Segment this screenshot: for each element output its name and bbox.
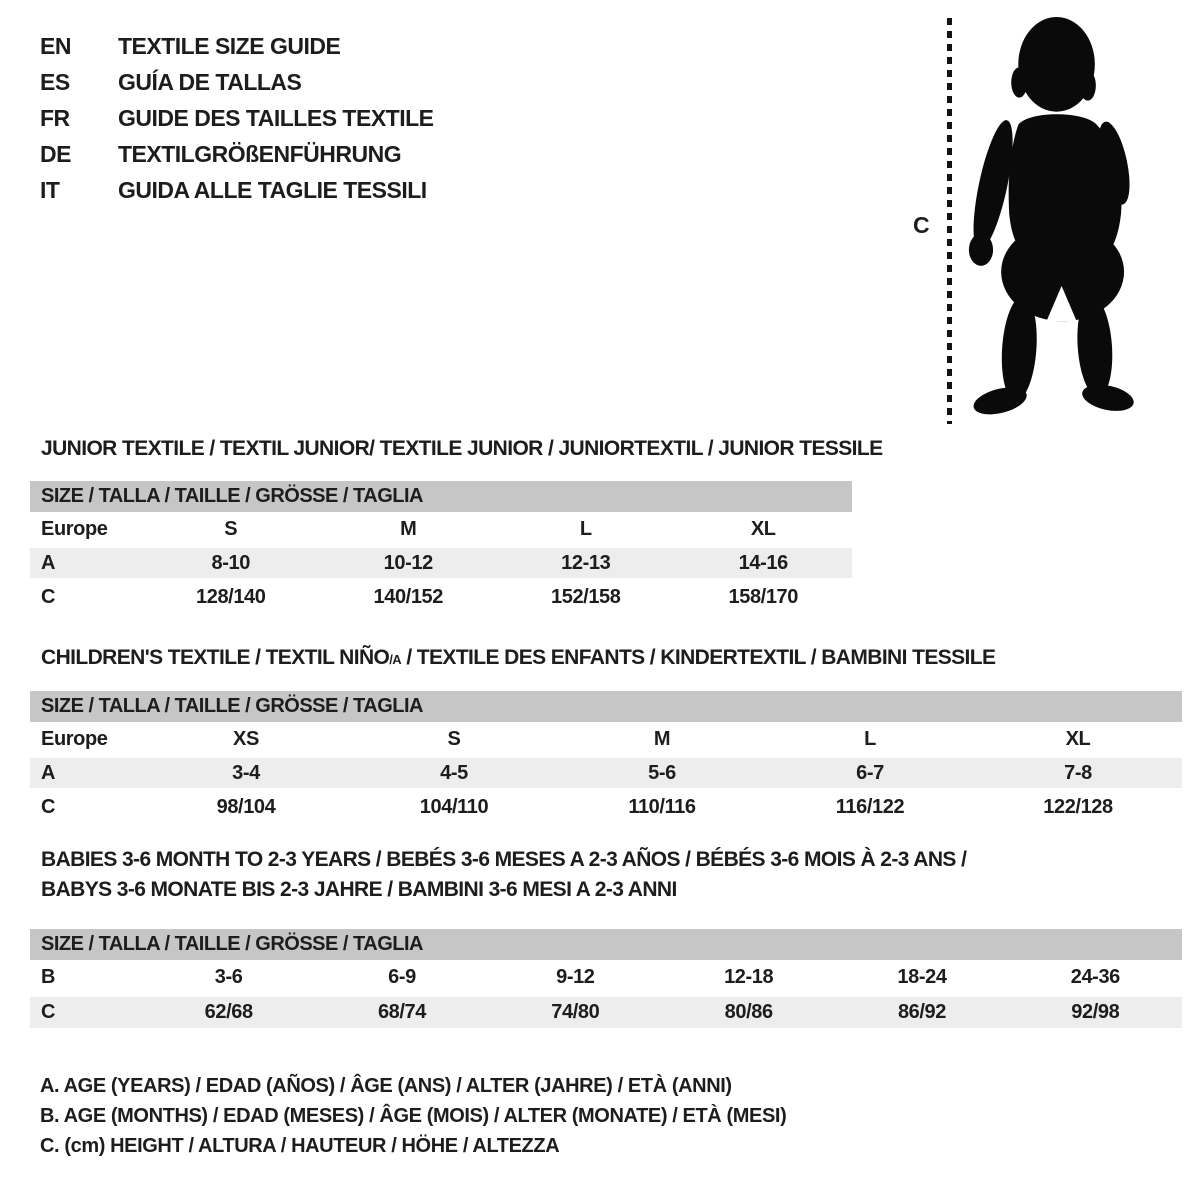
babies-size-table	[30, 929, 1182, 1030]
language-row-en	[40, 28, 434, 64]
table-row-months	[30, 960, 1182, 995]
age-cell: 6-7	[856, 761, 884, 784]
babies-section-title-line1: BABIES 3-6 MONTH TO 2-3 YEARS / BEBÉS 3-6 MESES A 2-3 AÑOS / BÉBÉS 3-6 MOIS À 2-3 ANS /	[41, 848, 967, 871]
height-cell: 62/68	[204, 1001, 253, 1023]
language-code: DE	[40, 140, 71, 167]
height-cell: 74/80	[551, 1001, 600, 1023]
language-row-de	[40, 136, 434, 172]
row-label: C	[41, 585, 56, 608]
age-cell: 12-13	[561, 551, 611, 574]
legend-line-height: C. (cm) HEIGHT / ALTURA / HAUTEUR / HÖHE / ALTEZZA	[40, 1134, 560, 1157]
height-cell: 104/110	[419, 795, 489, 818]
height-cell: 80/86	[724, 1001, 773, 1023]
months-cell: 3-6	[214, 966, 243, 988]
children-title-prefix: CHILDREN'S TEXTILE / TEXTIL NIÑO	[41, 646, 390, 669]
row-label: C	[41, 795, 56, 818]
size-cell: M	[400, 517, 417, 540]
row-label: Europe	[41, 727, 108, 750]
table-row-europe	[30, 722, 1182, 756]
height-cell: 68/74	[377, 1001, 427, 1023]
months-cell: 12-18	[724, 966, 774, 988]
language-code: EN	[40, 32, 71, 59]
language-code: ES	[40, 68, 70, 95]
height-cell: 86/92	[897, 1001, 947, 1023]
babies-section-title-line2: BABYS 3-6 MONATE BIS 2-3 JAHRE / BAMBINI 3-6 MESI A 2-3 ANNI	[41, 878, 677, 901]
height-cell: 92/98	[1071, 1001, 1120, 1023]
size-cell: XL	[1065, 727, 1091, 750]
months-cell: 9-12	[556, 966, 595, 988]
footnote-legend	[40, 1071, 786, 1161]
age-cell: 10-12	[383, 551, 433, 574]
height-measure-dashed-line	[947, 18, 952, 424]
row-label: C	[41, 1001, 56, 1023]
legend-line-age-years: A. AGE (YEARS) / EDAD (AÑOS) / ÂGE (ANS) / ALTER (JAHRE) / ETÀ (ANNI)	[40, 1074, 732, 1097]
height-measure-label: C	[913, 212, 930, 238]
table-row-height	[30, 995, 1182, 1030]
language-title: TEXTILE SIZE GUIDE	[118, 32, 341, 59]
row-label: B	[41, 966, 56, 988]
row-label: A	[41, 761, 56, 784]
table-row-europe	[30, 512, 852, 546]
language-row-fr	[40, 100, 434, 136]
size-cell: S	[224, 517, 238, 540]
height-cell: 152/158	[551, 585, 621, 608]
language-title: GUIDA ALLE TAGLIE TESSILI	[118, 176, 427, 203]
language-legend	[40, 28, 434, 208]
height-cell: 122/128	[1043, 795, 1113, 818]
height-cell: 98/104	[216, 795, 276, 818]
children-title-suffix: / TEXTILE DES ENFANTS / KINDERTEXTIL / BAMBINI TESSILE	[401, 646, 996, 669]
size-header-bar: SIZE / TALLA / TAILLE / GRÖSSE / TAGLIA	[30, 691, 1182, 722]
age-cell: 7-8	[1064, 761, 1092, 784]
months-cell: 6-9	[388, 966, 416, 988]
size-cell: M	[653, 727, 671, 750]
table-row-age	[30, 546, 852, 580]
height-cell: 110/116	[628, 795, 696, 818]
children-section-title	[41, 646, 995, 670]
size-cell: XS	[233, 727, 259, 750]
junior-size-table	[30, 481, 852, 614]
table-row-height	[30, 790, 1182, 824]
height-cell: 158/170	[728, 585, 798, 608]
legend-line-age-months: B. AGE (MONTHS) / EDAD (MESES) / ÂGE (MOIS) / ALTER (MONATE) / ETÀ (MESI)	[40, 1104, 787, 1127]
size-cell: S	[447, 727, 461, 750]
age-cell: 4-5	[440, 761, 468, 784]
table-row-height	[30, 580, 852, 614]
language-title: TEXTILGRÖßENFÜHRUNG	[118, 140, 402, 167]
language-row-es	[40, 64, 434, 100]
size-header-bar: SIZE / TALLA / TAILLE / GRÖSSE / TAGLIA	[30, 481, 852, 512]
age-cell: 5-6	[648, 761, 676, 784]
size-cell: XL	[750, 517, 776, 540]
junior-section-title: JUNIOR TEXTILE / TEXTIL JUNIOR/ TEXTILE JUNIOR / JUNIORTEXTIL / JUNIOR TESSILE	[41, 437, 883, 460]
language-code: FR	[40, 104, 70, 131]
language-code: IT	[40, 176, 60, 203]
height-cell: 140/152	[373, 585, 443, 608]
months-cell: 18-24	[897, 966, 947, 988]
height-cell: 116/122	[835, 795, 905, 818]
age-cell: 8-10	[211, 551, 250, 574]
toddler-silhouette-icon	[965, 16, 1135, 416]
months-cell: 24-36	[1070, 966, 1120, 988]
height-figure	[905, 12, 1200, 424]
age-cell: 3-4	[232, 761, 260, 784]
row-label: A	[41, 551, 56, 574]
row-label: Europe	[41, 517, 108, 540]
table-row-age	[30, 756, 1182, 790]
language-row-it	[40, 172, 434, 208]
size-cell: L	[864, 727, 876, 750]
children-size-table	[30, 691, 1182, 824]
height-cell: 128/140	[196, 585, 266, 608]
language-title: GUIDE DES TAILLES TEXTILE	[118, 104, 434, 131]
size-cell: L	[579, 517, 592, 540]
language-title: GUÍA DE TALLAS	[118, 68, 302, 95]
age-cell: 14-16	[738, 551, 788, 574]
children-title-sub: /A	[389, 652, 402, 667]
size-header-bar: SIZE / TALLA / TAILLE / GRÖSSE / TAGLIA	[30, 929, 1182, 960]
